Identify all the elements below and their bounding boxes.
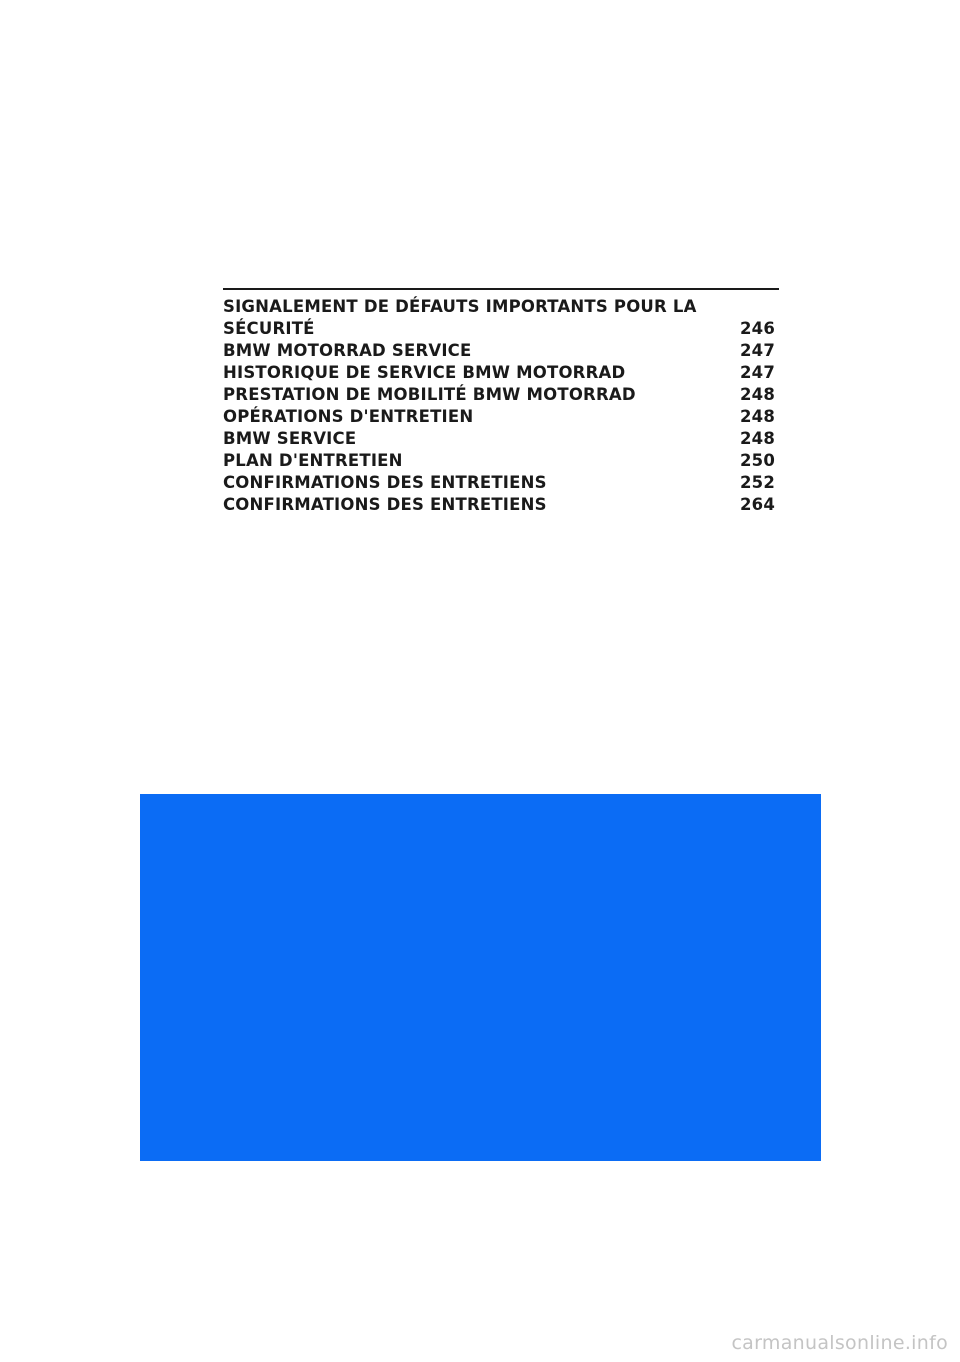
toc-entry-page: 247 (739, 341, 775, 360)
toc-entry-title: BMW SERVICE (223, 429, 357, 448)
toc-entry-page: 252 (739, 473, 775, 492)
toc-entry[interactable] (223, 384, 779, 406)
toc-entry-page: 264 (739, 495, 775, 514)
toc-entry-title: CONFIRMATIONS DES ENTRETIENS (223, 473, 547, 492)
watermark-text: carmanualsonline.info (731, 1332, 948, 1354)
toc-entry[interactable] (223, 296, 779, 340)
toc-entry[interactable] (223, 472, 779, 494)
toc-entry-title: BMW MOTORRAD SERVICE (223, 341, 472, 360)
blue-panel (140, 794, 821, 1161)
toc-entry[interactable] (223, 340, 779, 362)
toc-entry[interactable] (223, 428, 779, 450)
toc-entry-page: 248 (739, 407, 775, 426)
toc-entry[interactable] (223, 406, 779, 428)
toc-entry-page: 248 (739, 385, 775, 404)
toc-entry-page: 247 (739, 363, 775, 382)
toc-entry[interactable] (223, 450, 779, 472)
toc-entry-title: PRESTATION DE MOBILITÉ BMW MOTORRAD (223, 385, 636, 404)
toc-entry-page: 248 (739, 429, 775, 448)
toc-entry-page: 246 (739, 319, 775, 338)
toc-entry-title: OPÉRATIONS D'ENTRETIEN (223, 407, 474, 426)
table-of-contents (223, 288, 779, 516)
toc-entry-title: PLAN D'ENTRETIEN (223, 451, 403, 470)
toc-entry-title: HISTORIQUE DE SERVICE BMW MOTORRAD (223, 363, 626, 382)
toc-entry[interactable] (223, 494, 779, 516)
toc-entry-page: 250 (739, 451, 775, 470)
toc-entry-title: CONFIRMATIONS DES ENTRETIENS (223, 495, 547, 514)
toc-entry-title: SIGNALEMENT DE DÉFAUTS IMPORTANTS POUR LA SÉCURITÉ (223, 297, 697, 338)
toc-entry[interactable] (223, 362, 779, 384)
